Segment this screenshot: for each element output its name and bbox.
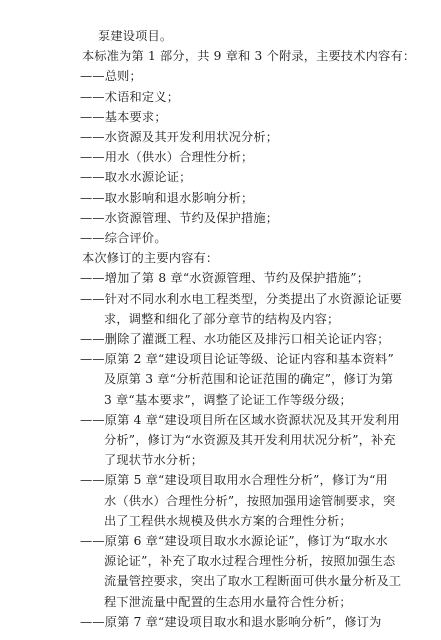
revision-item-7-cont-1: 源论证”，补充了取水过程合理性分析，按照加强生态 — [104, 554, 396, 569]
list-item-terms: ——术语和定义； — [80, 89, 180, 104]
revision-item-6-cont-1: 水（供水）合理性分析”，按照加强用途管制要求，突 — [104, 493, 396, 508]
list-item-water-use: ——用水（供水）合理性分析； — [80, 150, 254, 165]
revision-item-2-cont: 求，调整和细化了部分章节的结构及内容； — [104, 311, 340, 326]
text-line-revision-intro: 本次修订的主要内容有： — [82, 251, 219, 266]
revision-item-7-cont-2: 流量管控要求，突出了取水工程断面可供水量分析及工 — [104, 574, 402, 589]
revision-item-7: ——原第 6 章“建设项目取水水源论证”，修订为“取水水 — [80, 534, 388, 548]
revision-item-5-cont-2: 了现状节水分析； — [104, 453, 204, 468]
revision-item-5: ——原第 4 章“建设项目所在区域水资源状况及其开发利用 — [80, 412, 400, 427]
list-item-management: ——水资源管理、节约及保护措施； — [80, 210, 279, 225]
list-item-water-source: ——取水水源论证； — [80, 170, 192, 185]
list-item-basic-requirements: ——基本要求； — [80, 109, 167, 124]
revision-item-4-cont-2: 3 章“基本要求”，调整了论证工作等级分级； — [104, 392, 352, 407]
list-item-general: ——总则； — [80, 69, 142, 84]
revision-item-8: ——原第 7 章“建设项目取水和退水影响分析”，修订为 — [80, 614, 382, 629]
revision-item-1: ——增加了第 8 章“水资源管理、节约及保护措施”； — [80, 271, 370, 286]
revision-item-7-cont-3: 程下泄流量中配置的生态用水量符合性分析； — [104, 594, 352, 609]
text-line-2: 本标准为第 1 部分，共 9 章和 3 个附录，主要技术内容有： — [82, 49, 416, 64]
revision-item-3: ——删除了灌溉工程、水功能区及排污口相关论证内容； — [80, 332, 390, 346]
revision-item-2: ——针对不同水利水电工程类型，分类提出了水资源论证要 — [80, 291, 403, 306]
list-item-water-resources: ——水资源及其开发利用状况分析； — [80, 130, 279, 144]
revision-item-6: ——原第 5 章“建设项目取用水合理性分析”，修订为“用 — [80, 473, 388, 488]
revision-item-6-cont-2: 出了工程供水规模及供水方案的合理性分析； — [104, 513, 352, 528]
text-line-1: 泵建设项目。 — [98, 29, 173, 43]
revision-item-4-cont-1: 及原第 3 章“分析范围和论证范围的确定”，修订为第 — [104, 372, 394, 387]
list-item-evaluation: ——综合评价。 — [80, 231, 167, 245]
list-item-impact: ——取水影响和退水影响分析； — [80, 190, 254, 205]
revision-item-4: ——原第 2 章“建设项目论证等级、论证内容和基本资料” — [80, 352, 394, 367]
revision-item-5-cont-1: 分析”，修订为“水资源及其开发利用状况分析”，补充 — [104, 433, 396, 447]
